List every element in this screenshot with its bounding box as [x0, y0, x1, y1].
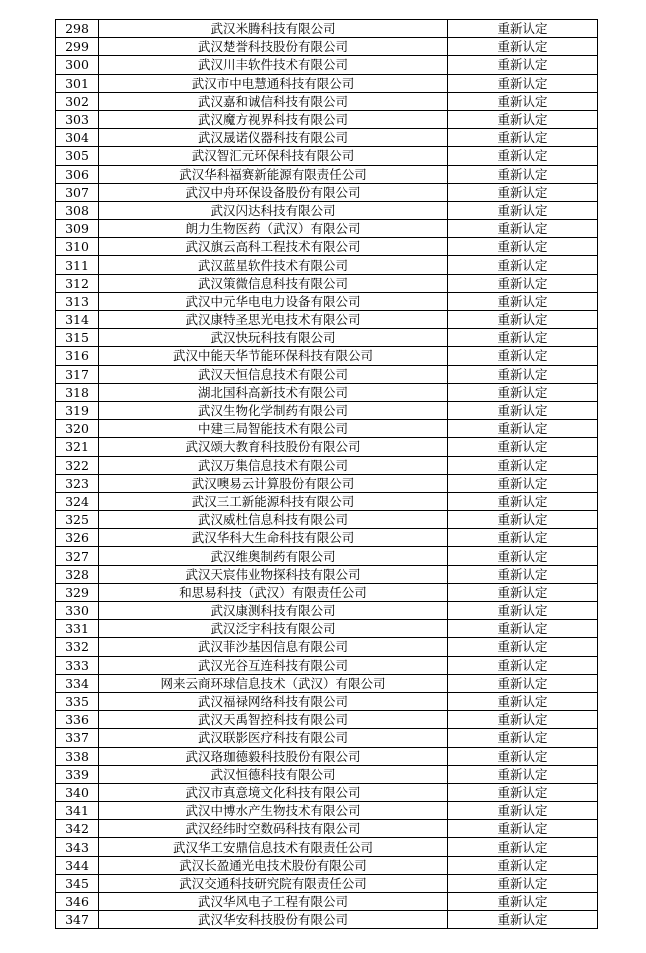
certification-type-cell: 重新认定	[448, 856, 598, 874]
certification-type-cell: 重新认定	[448, 838, 598, 856]
company-name-cell: 武汉颂大教育科技股份有限公司	[99, 438, 448, 456]
certification-type-cell: 重新认定	[448, 674, 598, 692]
table-row	[56, 329, 598, 347]
company-name-cell: 武汉长盈通光电技术股份有限公司	[99, 856, 448, 874]
company-name-cell: 武汉菲沙基因信息有限公司	[99, 638, 448, 656]
row-number-cell: 323	[56, 474, 99, 492]
row-number-cell: 321	[56, 438, 99, 456]
table-row	[56, 547, 598, 565]
certification-type-cell: 重新认定	[448, 20, 598, 38]
table-row	[56, 238, 598, 256]
table-row	[56, 692, 598, 710]
row-number-cell: 311	[56, 256, 99, 274]
company-name-cell: 武汉中博水产生物技术有限公司	[99, 802, 448, 820]
company-name-cell: 武汉康测科技有限公司	[99, 602, 448, 620]
company-list-body	[56, 20, 598, 929]
table-row	[56, 110, 598, 128]
certification-type-cell: 重新认定	[448, 547, 598, 565]
certification-type-cell: 重新认定	[448, 165, 598, 183]
row-number-cell: 315	[56, 329, 99, 347]
row-number-cell: 338	[56, 747, 99, 765]
certification-type-cell: 重新认定	[448, 256, 598, 274]
certification-type-cell: 重新认定	[448, 820, 598, 838]
company-name-cell: 武汉噢易云计算股份有限公司	[99, 474, 448, 492]
row-number-cell: 314	[56, 311, 99, 329]
row-number-cell: 343	[56, 838, 99, 856]
table-row	[56, 220, 598, 238]
company-name-cell: 武汉恒德科技有限公司	[99, 765, 448, 783]
company-name-cell: 和思易科技（武汉）有限责任公司	[99, 583, 448, 601]
row-number-cell: 324	[56, 492, 99, 510]
company-name-cell: 武汉天宸伟业物探科技有限公司	[99, 565, 448, 583]
certification-type-cell: 重新认定	[448, 783, 598, 801]
row-number-cell: 300	[56, 56, 99, 74]
table-row	[56, 492, 598, 510]
company-name-cell: 网来云商环球信息技术（武汉）有限公司	[99, 674, 448, 692]
certification-type-cell: 重新认定	[448, 129, 598, 147]
table-row	[56, 292, 598, 310]
table-row	[56, 747, 598, 765]
certification-type-cell: 重新认定	[448, 565, 598, 583]
company-name-cell: 武汉三工新能源科技有限公司	[99, 492, 448, 510]
row-number-cell: 340	[56, 783, 99, 801]
table-row	[56, 165, 598, 183]
table-row	[56, 56, 598, 74]
certification-type-cell: 重新认定	[448, 893, 598, 911]
row-number-cell: 345	[56, 874, 99, 892]
certification-type-cell: 重新认定	[448, 347, 598, 365]
table-row	[56, 565, 598, 583]
certification-type-cell: 重新认定	[448, 329, 598, 347]
company-name-cell: 朗力生物医药（武汉）有限公司	[99, 220, 448, 238]
row-number-cell: 305	[56, 147, 99, 165]
certification-type-cell: 重新认定	[448, 274, 598, 292]
row-number-cell: 312	[56, 274, 99, 292]
certification-type-cell: 重新认定	[448, 420, 598, 438]
company-name-cell: 武汉华工安鼎信息技术有限责任公司	[99, 838, 448, 856]
company-name-cell: 武汉魔方视界科技有限公司	[99, 110, 448, 128]
company-name-cell: 武汉万集信息技术有限公司	[99, 456, 448, 474]
company-name-cell: 武汉策微信息科技有限公司	[99, 274, 448, 292]
table-row	[56, 783, 598, 801]
table-row	[56, 383, 598, 401]
row-number-cell: 304	[56, 129, 99, 147]
certification-type-cell: 重新认定	[448, 656, 598, 674]
company-name-cell: 武汉生物化学制药有限公司	[99, 401, 448, 419]
certification-type-cell: 重新认定	[448, 201, 598, 219]
certification-type-cell: 重新认定	[448, 56, 598, 74]
company-name-cell: 武汉康特圣思光电技术有限公司	[99, 311, 448, 329]
company-name-cell: 武汉华科大生命科技有限公司	[99, 529, 448, 547]
company-name-cell: 武汉华风电子工程有限公司	[99, 893, 448, 911]
certification-type-cell: 重新认定	[448, 802, 598, 820]
company-name-cell: 武汉福禄网络科技有限公司	[99, 692, 448, 710]
table-row	[56, 20, 598, 38]
table-row	[56, 765, 598, 783]
table-row	[56, 347, 598, 365]
table-row	[56, 456, 598, 474]
row-number-cell: 336	[56, 711, 99, 729]
company-name-cell: 武汉中能天华节能环保科技有限公司	[99, 347, 448, 365]
certification-type-cell: 重新认定	[448, 765, 598, 783]
company-name-cell: 武汉联影医疗科技有限公司	[99, 729, 448, 747]
table-row	[56, 583, 598, 601]
certification-type-cell: 重新认定	[448, 147, 598, 165]
table-row	[56, 474, 598, 492]
company-name-cell: 武汉川丰软件技术有限公司	[99, 56, 448, 74]
row-number-cell: 347	[56, 911, 99, 929]
table-row	[56, 365, 598, 383]
certification-type-cell: 重新认定	[448, 383, 598, 401]
table-row	[56, 893, 598, 911]
certification-type-cell: 重新认定	[448, 729, 598, 747]
company-name-cell: 武汉楚誉科技股份有限公司	[99, 38, 448, 56]
certification-type-cell: 重新认定	[448, 38, 598, 56]
certification-type-cell: 重新认定	[448, 511, 598, 529]
table-row	[56, 201, 598, 219]
table-row	[56, 656, 598, 674]
table-row	[56, 711, 598, 729]
table-row	[56, 856, 598, 874]
table-row	[56, 420, 598, 438]
company-name-cell: 武汉天禹智控科技有限公司	[99, 711, 448, 729]
table-row	[56, 874, 598, 892]
company-name-cell: 武汉智汇元环保科技有限公司	[99, 147, 448, 165]
certification-type-cell: 重新认定	[448, 747, 598, 765]
table-row	[56, 92, 598, 110]
company-name-cell: 武汉威杜信息科技有限公司	[99, 511, 448, 529]
company-name-cell: 武汉中元华电电力设备有限公司	[99, 292, 448, 310]
table-row	[56, 129, 598, 147]
row-number-cell: 319	[56, 401, 99, 419]
company-name-cell: 湖北国科高新技术有限公司	[99, 383, 448, 401]
certification-type-cell: 重新认定	[448, 529, 598, 547]
certification-type-cell: 重新认定	[448, 583, 598, 601]
certification-type-cell: 重新认定	[448, 74, 598, 92]
company-name-cell: 武汉嘉和诚信科技有限公司	[99, 92, 448, 110]
row-number-cell: 346	[56, 893, 99, 911]
row-number-cell: 328	[56, 565, 99, 583]
row-number-cell: 326	[56, 529, 99, 547]
row-number-cell: 327	[56, 547, 99, 565]
certification-type-cell: 重新认定	[448, 692, 598, 710]
row-number-cell: 302	[56, 92, 99, 110]
row-number-cell: 333	[56, 656, 99, 674]
company-name-cell: 武汉蓝星软件技术有限公司	[99, 256, 448, 274]
company-name-cell: 武汉晟诺仪器科技有限公司	[99, 129, 448, 147]
row-number-cell: 325	[56, 511, 99, 529]
table-row	[56, 620, 598, 638]
certification-type-cell: 重新认定	[448, 311, 598, 329]
table-row	[56, 256, 598, 274]
table-row	[56, 838, 598, 856]
company-name-cell: 武汉经纬时空数码科技有限公司	[99, 820, 448, 838]
table-row	[56, 911, 598, 929]
company-list-table	[55, 19, 598, 929]
certification-type-cell: 重新认定	[448, 438, 598, 456]
certification-type-cell: 重新认定	[448, 401, 598, 419]
table-row	[56, 74, 598, 92]
row-number-cell: 344	[56, 856, 99, 874]
certification-type-cell: 重新认定	[448, 474, 598, 492]
company-name-cell: 武汉旗云高科工程技术有限公司	[99, 238, 448, 256]
table-row	[56, 274, 598, 292]
row-number-cell: 337	[56, 729, 99, 747]
row-number-cell: 308	[56, 201, 99, 219]
company-name-cell: 武汉泛宇科技有限公司	[99, 620, 448, 638]
company-name-cell: 武汉交通科技研究院有限责任公司	[99, 874, 448, 892]
certification-type-cell: 重新认定	[448, 292, 598, 310]
company-name-cell: 武汉市中电慧通科技有限公司	[99, 74, 448, 92]
row-number-cell: 309	[56, 220, 99, 238]
row-number-cell: 334	[56, 674, 99, 692]
table-row	[56, 511, 598, 529]
company-name-cell: 武汉珞珈德毅科技股份有限公司	[99, 747, 448, 765]
row-number-cell: 332	[56, 638, 99, 656]
row-number-cell: 298	[56, 20, 99, 38]
row-number-cell: 339	[56, 765, 99, 783]
certification-type-cell: 重新认定	[448, 365, 598, 383]
row-number-cell: 313	[56, 292, 99, 310]
table-row	[56, 820, 598, 838]
row-number-cell: 317	[56, 365, 99, 383]
certification-type-cell: 重新认定	[448, 874, 598, 892]
certification-type-cell: 重新认定	[448, 92, 598, 110]
row-number-cell: 310	[56, 238, 99, 256]
company-name-cell: 武汉市真意境文化科技有限公司	[99, 783, 448, 801]
row-number-cell: 329	[56, 583, 99, 601]
table-row	[56, 729, 598, 747]
certification-type-cell: 重新认定	[448, 602, 598, 620]
table-row	[56, 147, 598, 165]
company-name-cell: 武汉华安科技股份有限公司	[99, 911, 448, 929]
certification-type-cell: 重新认定	[448, 911, 598, 929]
certification-type-cell: 重新认定	[448, 220, 598, 238]
row-number-cell: 299	[56, 38, 99, 56]
row-number-cell: 303	[56, 110, 99, 128]
certification-type-cell: 重新认定	[448, 456, 598, 474]
company-name-cell: 武汉米腾科技有限公司	[99, 20, 448, 38]
company-name-cell: 武汉中舟环保设备股份有限公司	[99, 183, 448, 201]
table-row	[56, 38, 598, 56]
certification-type-cell: 重新认定	[448, 183, 598, 201]
company-name-cell: 武汉天恒信息技术有限公司	[99, 365, 448, 383]
row-number-cell: 320	[56, 420, 99, 438]
row-number-cell: 322	[56, 456, 99, 474]
certification-type-cell: 重新认定	[448, 638, 598, 656]
table-row	[56, 529, 598, 547]
table-row	[56, 311, 598, 329]
table-row	[56, 674, 598, 692]
company-name-cell: 武汉闪达科技有限公司	[99, 201, 448, 219]
table-row	[56, 602, 598, 620]
row-number-cell: 330	[56, 602, 99, 620]
table-row	[56, 438, 598, 456]
company-name-cell: 武汉华科福赛新能源有限责任公司	[99, 165, 448, 183]
row-number-cell: 318	[56, 383, 99, 401]
row-number-cell: 316	[56, 347, 99, 365]
row-number-cell: 331	[56, 620, 99, 638]
certification-type-cell: 重新认定	[448, 110, 598, 128]
certification-type-cell: 重新认定	[448, 238, 598, 256]
row-number-cell: 307	[56, 183, 99, 201]
table-row	[56, 638, 598, 656]
row-number-cell: 306	[56, 165, 99, 183]
company-name-cell: 武汉光谷互连科技有限公司	[99, 656, 448, 674]
row-number-cell: 342	[56, 820, 99, 838]
certification-type-cell: 重新认定	[448, 620, 598, 638]
row-number-cell: 341	[56, 802, 99, 820]
company-name-cell: 中建三局智能技术有限公司	[99, 420, 448, 438]
table-row	[56, 183, 598, 201]
certification-type-cell: 重新认定	[448, 492, 598, 510]
table-row	[56, 802, 598, 820]
row-number-cell: 335	[56, 692, 99, 710]
row-number-cell: 301	[56, 74, 99, 92]
company-name-cell: 武汉维奥制药有限公司	[99, 547, 448, 565]
table-row	[56, 401, 598, 419]
certification-type-cell: 重新认定	[448, 711, 598, 729]
company-name-cell: 武汉快玩科技有限公司	[99, 329, 448, 347]
